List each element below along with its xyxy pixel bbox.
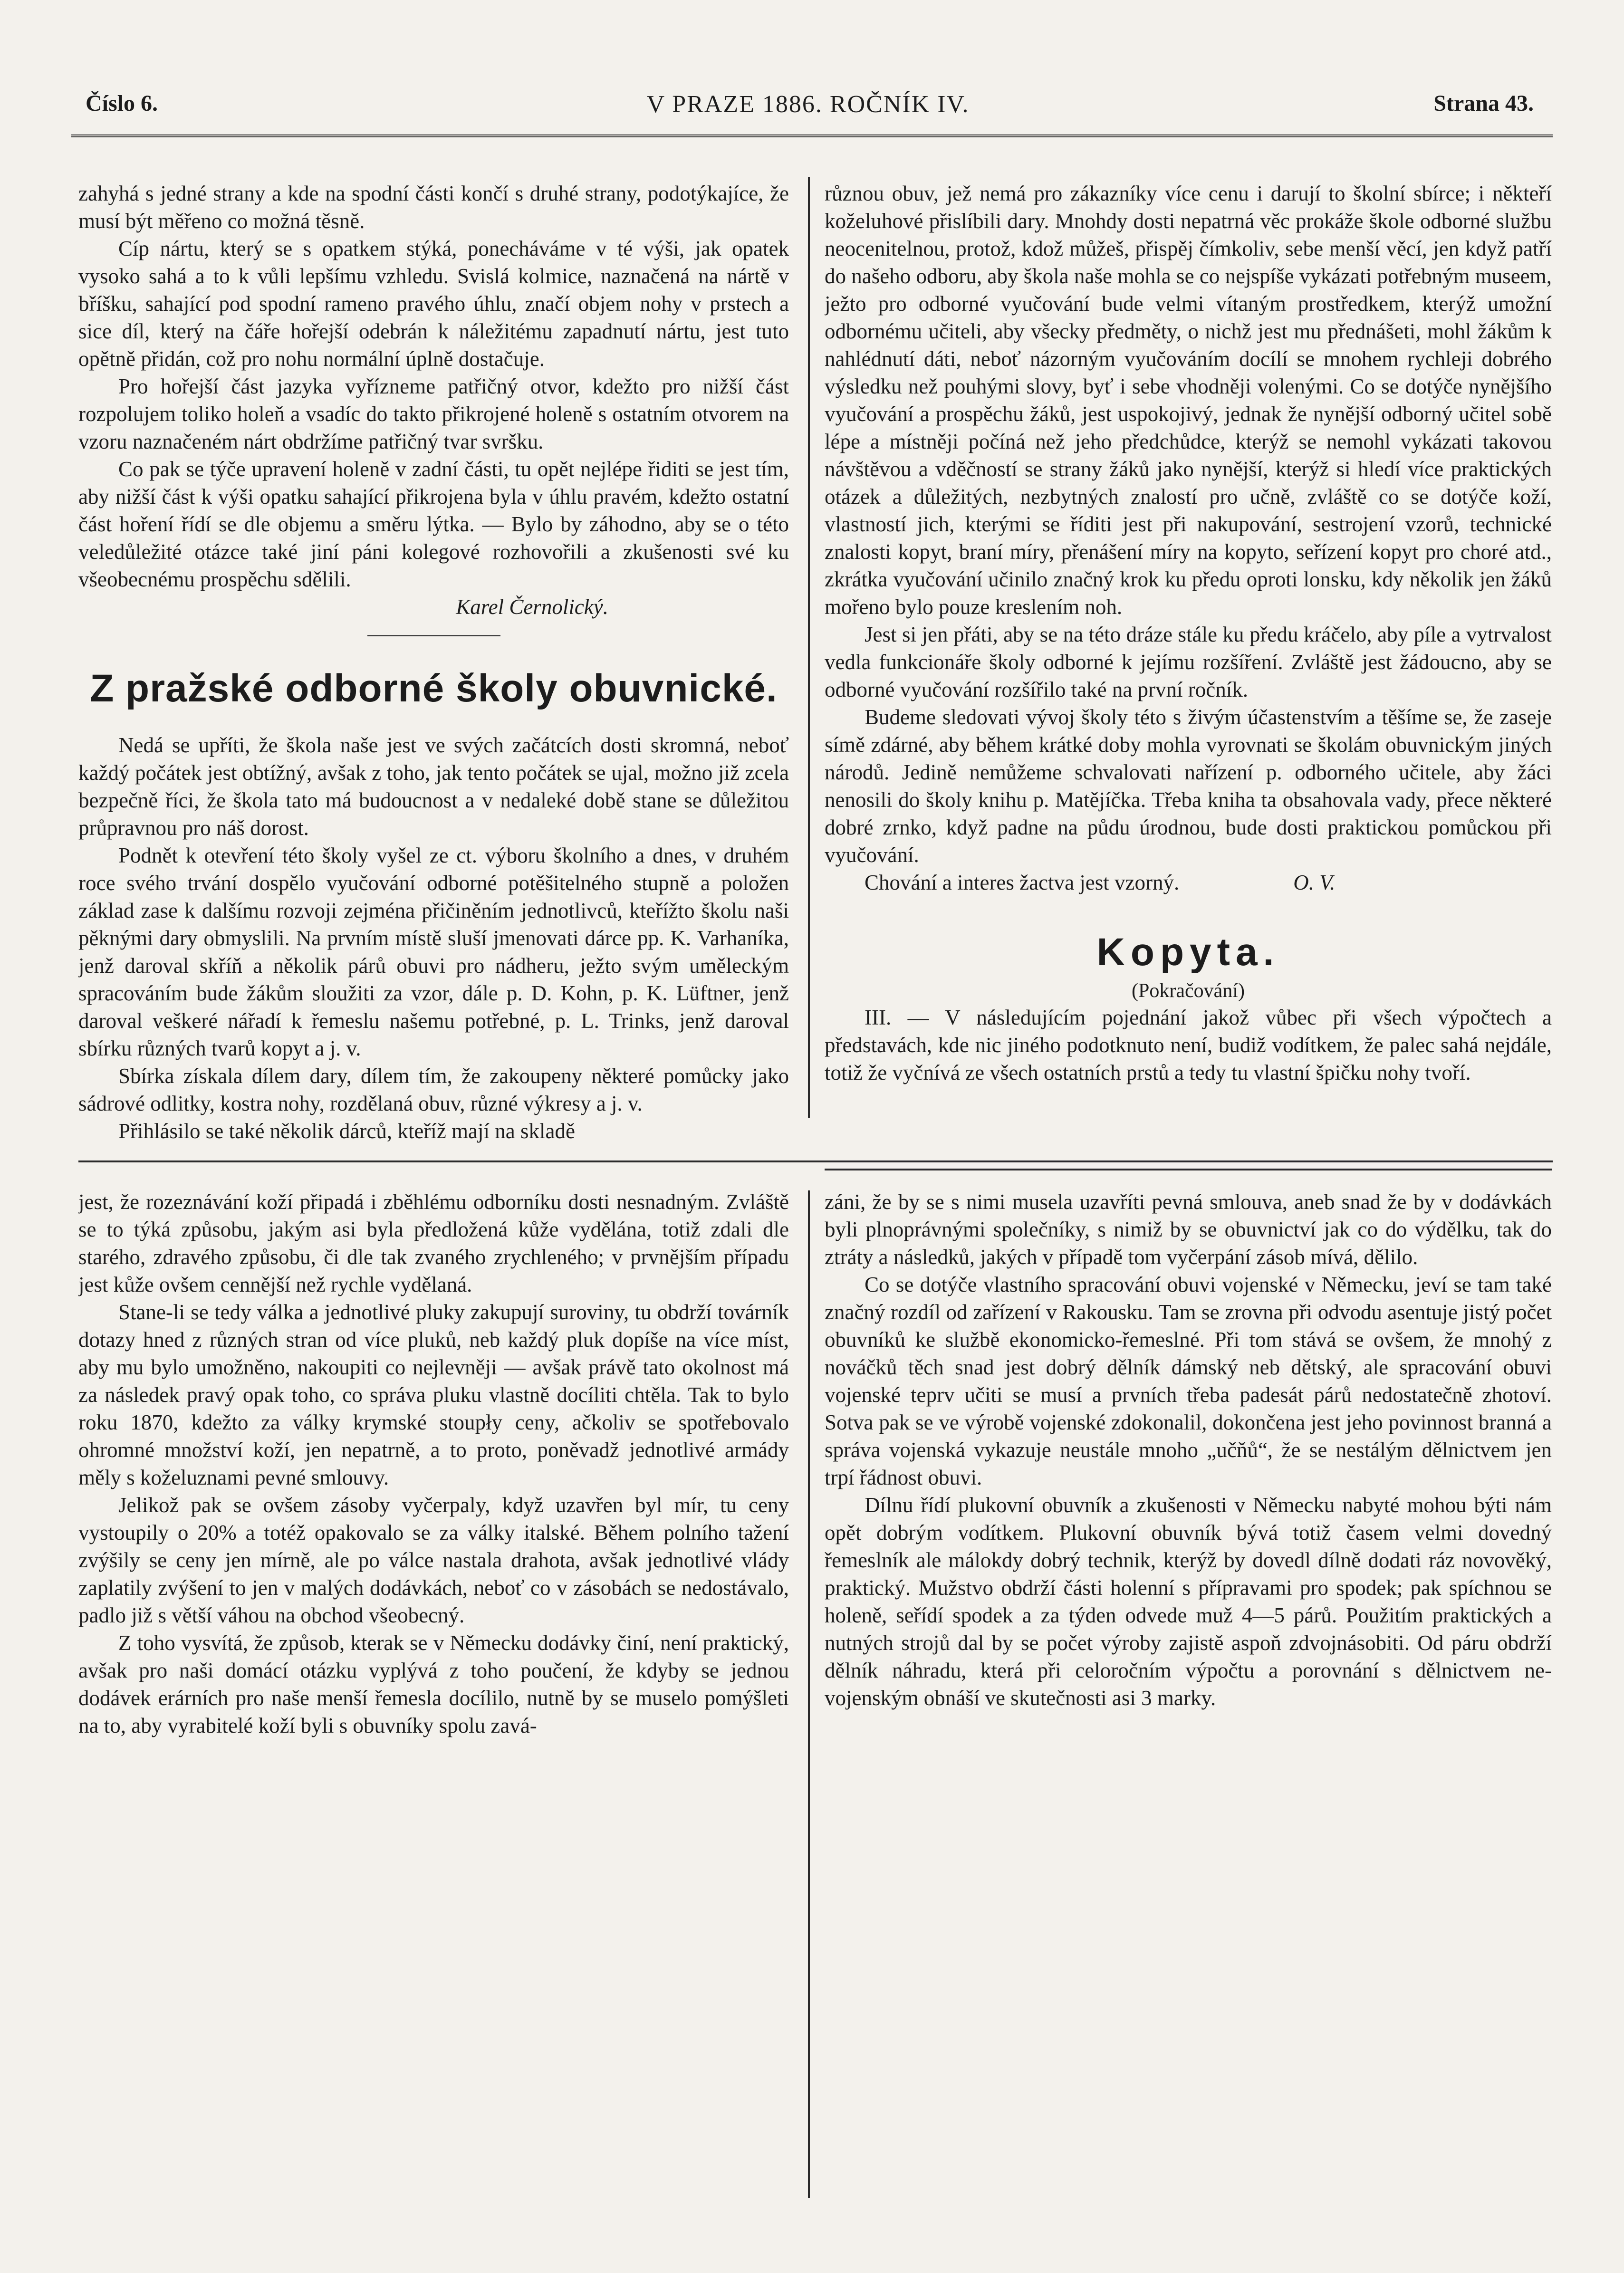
article-title-lasts: Kopyta. — [1096, 930, 1280, 974]
paragraph: Stane-li se tedy válka a jednotlivé pluky zakupují suroviny, tu obdrží továrník dotazy hned z různých stran od více pluků, neb každý pluk dopíše na více míst, aby mu bylo umožněno, nakoupiti co nejlevněji — avšak právě tato okolnost má za následek pravý opak toho, co správa pluku vlastně docíliti chtěla. Tak to bylo roku 1870, kdežto za války krymské stoupły ceny, ačkoliv se spotřebovalo ohromné množství koží, jen nepatrně, a to proto, poněvadž jednotlivé armády měly s koželuznami pevné smlouvy. — [78, 1300, 789, 1489]
paragraph: Co pak se týče upravení holeně v zadní části, tu opět nejlépe řiditi se jest tím, aby nižší část k výši opatku sahající přikrojena byla v úhlu pravém, kdežto ostatní část hoření řídí se dle objemu a směru lýtka. — Bylo by záhodno, aby se o této veledůležité otázce také jiní páni kolegové rozhovořili a zkušenosti své ku všeobecnému prospěchu sdělili. — [78, 457, 789, 591]
article-subtitle: (Pokračování) — [1132, 980, 1245, 1002]
paragraph: Pro hořejší část jazyka vyřízneme patřičný otvor, kdežto pro nižší část rozpolujem toliko holeň a vsadíc do takto přikrojené holeně s ostatním otvorem na vzoru naznačeném nárt obdržíme patřičný tvar svršku. — [78, 374, 789, 453]
paragraph: Budeme sledovati vývoj školy této s živým účastenstvím a těšíme se, že zaseje símě zdárné, aby během krátké doby mohla vyrovnati se školám obuvnickým jiných národů. Jedině nemůžeme schvalovati nařízení p. odborného učitele, aby žáci nenosili do školy knihu p. Matějíčka. Třeba kniha ta obsahovala vady, přece některé dobré zrnko, když padne na půdu úrodnou, bude dosti praktickou pomůckou při vyučování. — [825, 705, 1552, 867]
author-signature: Karel Černolický. — [456, 595, 608, 619]
left-bottom-column — [78, 1188, 789, 2196]
paragraph: Co se dotýče vlastního spracování obuvi vojenské v Německu, jeví se tam také značný rozdíl od zařízení v Rakousku. Tam se zrovna při odvodu asentuje jistý počet obuvníků ke službě ekonomicko-řemeslné. Při tom stává se ovšem, že mnohý z nováčků těch snad jest dobrý dělník dámský neb dětský, ale spracování obuvi vojenské teprv učiti se musí a prvních třeba padesát párů nedostatečně zhotoví. Sotva pak se ve výrobě vojenské zdokonalil, dokončena jest jeho povinnost branná a správa vojenská vykazuje neustále mnoho „učňů“, že se nestálým dělnictvem jen trpí řádnost obuvi. — [825, 1273, 1552, 1489]
masthead-date-volume: V PRAZE 1886. ROČNÍK IV. — [646, 91, 970, 118]
fold-rule-left — [78, 1160, 1553, 1162]
paragraph-text: Chování a interes žactva jest vzorný. — [865, 871, 1180, 894]
paragraph: Přihlásilo se také několik dárců, kteříž mají na skladě — [118, 1119, 575, 1143]
right-top-column — [825, 180, 1552, 1159]
paragraph: Jest si jen přáti, aby se na této dráze stále ku předu kráčelo, aby píle a vytrvalost vedla funkcionáře školy odborné k jejímu rozšíření. Zvláště jest žádoucno, aby se odborné vyučování rozšířilo také na první ročník. — [825, 623, 1552, 701]
paragraph: Jelikož pak se ovšem zásoby vyčerpaly, když uzavřen byl mír, tu ceny vystoupily o 20% a totéž opakovalo se za války italské. Během polního tažení zvýšily se ceny jen mírně, ale po válce nastala drahota, avšak jednotlivé vlády zaplatily zvýšení to jen v malých dodávkách, neboť co v zásobách se nedostávalo, padlo již s větší váhou na obchod všeobecný. — [78, 1493, 789, 1627]
section-separator — [367, 635, 500, 636]
issue-number: Číslo 6. — [86, 91, 158, 116]
fold-rule-right — [825, 1169, 1552, 1170]
paragraph: různou obuv, jež nemá pro zákazníky více cenu i darují to školní sbírce; i někteří koželuhové přislíbili dary. Mnohdy dosti nepatrná věc prokáže škole odborné službu neocenitelnou, protož, kdož můžeš, přispěj čímkoliv, sebe menší věcí, jen když patří do našeho odboru, aby škola naše mohla se co nejspíše vykázati potřebným museem, ježto pro odborné vyučování bude velmi vítaným prostředkem, kterýž umožní odbornému učiteli, aby všecky předměty, o nichž jest mu přednášeti, mohl žákům k nahlédnutí dáti, neboť názorným vyučováním docílí se mnohem rychleji dobrého výsledku než pouhými slovy, byť i sebe vhodněji volenými. Co se dotýče nynějšího vyučování a prospěchu žáků, jest uspokojivý, jednak že nynější odborný učitel sobě lépe a místněji počíná než jeho předchůdce, kterýž se nemohl vykázati takovou návštěvou a vděčností se strany žáků jako nynější, kterýž si hledí více praktických otázek a důležitých, nezbytných znalostí pro učně, zvláště co se dotýče koží, vlastností jich, kterými se říditi jest při nakupování, sestrojení vzorů, technické znalosti kopyt, braní míry, přenášení míry na kopyto, seřízení kopyt pro choré atd., zkrátka vyučování učinilo značný krok ku předu oproti lonsku, kdy několik jen žáků mořeno bylo pouze kreslením noh. — [825, 182, 1552, 619]
header-rule — [71, 134, 1553, 137]
paragraph: Nedá se upříti, že škola naše jest ve svých začátcích dosti skromná, neboť každý počátek jest obtížný, avšak z toho, jak tento počátek se ujal, možno již zcela bezpečně říci, že škola tato má budoucnost a v nedaleké době stane se důležitou průpravnou pro náš dorost. — [78, 733, 789, 840]
paragraph: Cíp nártu, který se s opatkem stýká, ponecháváme v té výši, jak opatek vysoko sahá a to k vůli lepšímu vzhledu. Svislá kolmice, naznačená na nártě v bříšku, sahající pod spodní rameno pravého úhlu, značí objem nohy v prstech a sice díl, který na čáře hořejší odebrán k náležitému zapadnutí nártu, jest tuto opětně přidán, což pro nohu normální úplně dostačuje. — [78, 237, 789, 371]
article-title-school: Z pražské odborné školy obuvnické. — [90, 667, 778, 710]
page-number: Strana 43. — [1433, 91, 1534, 116]
left-top-column — [78, 180, 789, 1154]
paragraph: Dílnu řídí plukovní obuvník a zkušenosti v Německu nabyté mohou býti nám opět dobrým vodítkem. Plukovní obuvník bývá totiž časem velmi dovedný řemeslník ale málokdy dobrý technik, kterýž by dovedl dílně dodati ráz novověký, praktický. Mužstvo obdrží části holenní s přípravami pro spodek; pak spíchnou se holeně, seřídí spodek a za týden odvede muž 4—5 párů. Použitím praktických a nutných strojů dal by se počet výroby zajistě aspoň zdvojnásobiti. Od páru obdrží dělník náhradu, která při celoročním výpočtu a porovnání s dělnictvem ne-vojenským obnáší ve skutečnosti asi 3 marky. — [825, 1493, 1552, 1710]
paragraph: III. — V následujícím pojednání jakož vůbec při všech výpočtech a představách, kde nic jiného podotknuto není, budiž vodítkem, že palec sahá nejdále, totiž že vyčnívá ze všech ostatních prstů a tedy tu vlastní špičku nohy tvoří. — [825, 1006, 1552, 1084]
paragraph: záni, že by se s nimi musela uzavříti pevná smlouva, aneb snad že by v dodávkách byli plnoprávnými společníky, s nimiž by se obuvnictví jak co do výdělku, tak do ztráty a následků, jakých v případě tom vyčerpání zásob mívá, dělilo. — [825, 1190, 1552, 1269]
paragraph: Sbírka získala dílem dary, dílem tím, že zakoupeny některé pomůcky jako sádrové odlitky, kostra nohy, rozdělaná obuv, různé výkresy a j. v. — [78, 1064, 789, 1115]
right-bottom-column — [825, 1188, 1552, 2196]
paragraph: Podnět k otevření této školy vyšel ze ct. výboru školního a dnes, v druhém roce svého trvání dospělo vyučování odborné potěšitelného stupně a položen základ zase k dalšímu rozvoji zejména přičiněním jednotlivců, kteřížto školu naši pěknými dary obmyslili. Na prvním místě sluší jmenovati dárce pp. K. Varhaníka, jenž daroval skříň a několik párů obuvi pro nádheru, ježto svým uměleckým spracováním bude žákům sloužiti za vzor, dále p. D. Kohn, p. K. Lüftner, jenž daroval veškeré nářadí k řemeslu našemu potřebné, p. L. Trinks, jenž daroval sbírku různých tvarů kopyt a j. v. — [78, 844, 789, 1060]
paragraph — [825, 869, 1552, 896]
paragraph: zahyhá s jedné strany a kde na spodní části končí s druhé strany, podotýkajíce, že musí být měřeno co možná těsně. — [78, 182, 789, 233]
column-divider-top — [808, 177, 810, 1118]
paragraph: jest, že rozeznávání koží připadá i zběhlému odborníku dosti nesnadným. Zvláště se to týká způsobu, jakým asi byla předložená kůže vydělána, totiž zdali dle starého, zdravého způsobu, či dle tak zvaného zrychleného; v prvnějším případu jest kůže ovšem cennější než rychle vydělaná. — [78, 1190, 789, 1296]
author-initials: O. V. — [1293, 871, 1336, 894]
paragraph: Z toho vysvítá, že způsob, kterak se v Německu dodávky činí, není praktický, avšak pro naši domácí otázku vyplývá z toho poučení, že kdyby se jednou dodávek erárních pro naše menší řemesla docílilo, nutně by se muselo pomýšleti na to, aby vyrabitelé koží byli s obuvníky spolu zavá- — [78, 1631, 789, 1737]
column-divider-bottom — [808, 1190, 810, 2198]
